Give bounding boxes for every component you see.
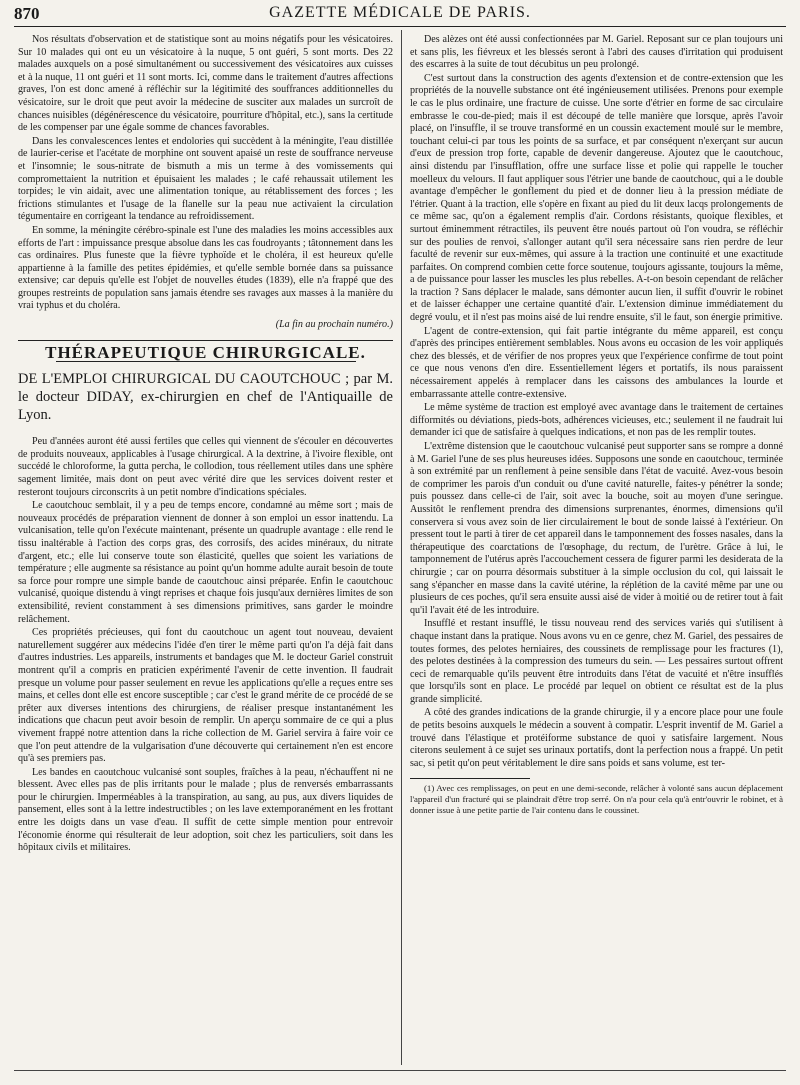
paragraph: En somme, la méningite cérébro-spinale est l'une des maladies les moins accessibles aux efforts de l'art : impuissance presque absolue dans les cas foudroyants ; tâtonnement dans les cas ordinaires. Plus funeste que la fièvre typhoïde et le choléra, il est heureux qu'elle appartienne à la famille des petites épidémies, et qu'elle semble bornée dans sa puissance extensive; car depuis qu'elle est l'objet de nouvelles études (1839), elle n'a frappé que des groupes restreints de population sans jamais étendre ses ravages aux masses à la manière du vrai typhus et du choléra. [18,224,393,312]
paragraph: Peu d'années auront été aussi fertiles que celles qui viennent de s'écouler en découvertes de produits nouveaux, applicables à l'usage chirurgical. A la dextrine, à l'ivoire flexible, ont succédé le chloroforme, la gutta percha, le collodion, tous réellement utiles dans une sphère sagement limitée, mais dont on peut avec vérité dire que les services doivent rester et resteront toujours circonscrits à un petit nombre d'indications spéciales. [18,436,393,498]
bottom-rule [14,1070,786,1071]
paragraph: Le même système de traction est employé avec avantage dans le traitement de certaines difformités ou déviations, pieds-bots, adhérences vicieuses, etc.; seulement il ne faudrait lui demander ici que de satisfaire à quelques indications, et non pas de les remplir toutes. [410,402,783,439]
paragraph: C'est surtout dans la construction des agents d'extension et de contre-extension que les propriétés de la nouvelle substance ont été ingénieusement utilisées. Prenons pour exemple le cas le plus ordinaire, une fracture de cuisse. Une sorte d'étrier en forme de sac circulaire embrasse le cou-de-pied; mais il est découpé de telle manière que lorsque, après l'avoir placé, on l'insuffle, il se trouve transformé en un coussin exactement moulé sur le membre, touchant celui-ci par tous les points de sa surface, et par conséquent n'exerçant sur aucun d'eux de pression trop forte, capable de devenir dangereuse. Ajoutez que le caoutchouc, ainsi distendu par l'insufflation, offre une surface lisse et polie qui rappelle le toucher moelleux du velours. Il faut appliquer sous l'étrier une bande de caoutchouc, qui a le double avantage d'empêcher le gonflement du pied et de donner lieu à la pression médiate de l'étrier. Quant à la traction, elle s'opère en fixant au pied du lit deux lacqs prolongements de ce même sac, qu'on a également remplis d'air. Cordons résistants, quoique flexibles, et surtout éminemment rétractiles, ils peuvent être noués partout où l'on voudra, se réfléchir sur des poulies de renvoi, s'allonger autant qu'il sera nécessaire sans rien perdre de leur faculté de revenir sur eux-mêmes, qui assure à la traction une continuité et une exactitude parfaites. On comprend combien cette force soutenue, toujours agissante, toujours la même, a de puissance pour lasser les muscles les plus rebelles. A-t-on besoin cependant de relâcher la traction ? Sans déplacer le malade, sans démonter aucun lien, il suffit d'ouvrir le robinet et de laisser échapper une certaine quantité d'air. L'extension diminue immédiatement du degré voulu, et il n'est pas moins aisé de lui rendre ensuite, s'il le faut, son énergie primitive. [410,72,783,324]
paragraph: Dans les convalescences lentes et endolories qui succèdent à la méningite, l'eau distillée de laurier-cerise et l'acétate de morphine ont souvent apaisé un reste de souffrance nerveuse et l'insomnie; le sous-nitrate de bismuth a mis un terme à des vomissements qui compromettaient la nutrition et épuisaient les malades ; le café rehaussait utilement les torpides; le vin aidait, avec une alimentation tonique, au rétablissement des forces ; les frictions stimulantes et l'usage de la flanelle sur la peau nue activaient la circulation tégumentaire en corrigeant la tendance au refroidissement. [18,135,393,223]
paragraph: Ces propriétés précieuses, qui font du caoutchouc un agent tout nouveau, devaient naturellement suggérer aux médecins l'idée d'en tirer le même parti qu'on l'a déjà fait dans d'autres industries. Les appareils, instruments et bandages que M. le docteur Gariel construit montrent qu'il a compris en praticien expérimenté l'avenir de cette invention. Il faudrait presque un volume pour passer seulement en revue les applications qu'elle a reçues entre ses mains, et celles dont elle est encore susceptible ; car c'est le grand mérite de ce procédé de se prêter aux diverses intentions des chirurgiens, de réaliser presque instantanément les indications que chacun peut avoir besoin de remplir. Un aperçu sommaire de ce qui a plus vivement frappé notre attention dans la riche collection de M. Gariel servira à faire voir ce que l'on peut attendre de la vulgarisation d'une découverte qui certainement n'en est encore qu'à ses premiers pas. [18,627,393,765]
footnote: (1) Avec ces remplissages, on peut en une demi-seconde, relâcher à volonté sans aucun déplacement l'appareil d'un fracturé qui se plaindrait d'être trop serré. On n'a pour cela qu'à entr'ouvrir le robinet, et à donner issue à une petite partie de l'air contenu dans le coussinet. [410,783,783,816]
continuation-note: (La fin au prochain numéro.) [275,319,393,331]
paragraph: Le caoutchouc semblait, il y a peu de temps encore, condamné au même sort ; mais de nouveaux procédés de préparation viennent de donner à son emploi un essor inattendu. La vulcanisation, telle qu'on l'exécute maintenant, présente un quadruple avantage : elle rend le tissu inaltérable à l'action des corps gras, des corrosifs, des acides minéraux, du nitrate d'argent, etc.; elle lui conserve toute son élasticité, quelles que soient les variations de température ; elle augmente sa résistance au point qu'un homme adulte aurait besoin de toute sa force pour rompre une simple bande de caoutchouc ainsi préparée. Enfin le caoutchouc vulcanisé, quoique distendu à vingt reprises et chaque fois jusqu'aux dernières limites de son extensibilité, revient constamment à ses dimensions primitives, sans garder le moindre relâchement. [18,500,393,625]
right-column [410,34,783,1064]
section-title: THÉRAPEUTIQUE CHIRURGICALE. [45,342,366,362]
paragraph: L'extrême distension que le caoutchouc vulcanisé peut supporter sans se rompre a donné à M. Gariel l'une de ses plus heureuses idées. Supposons une sonde en caoutchouc, terminée à son extrémité par un renflement à peine sensible dans l'état de vacuité. Avez-vous besoin de comprimer les parois d'un conduit ou d'une cavité naturelle, faites-y pénétrer la sonde; puis poussez dans celle-ci de l'air, soit avec la bouche, soit au moyen d'une seringue. Aussitôt le renflement prendra des dimensions surprenantes, énormes, dimensions qu'il conservera si vous avez soin de lier circulairement le bout de sonde laissé à l'extérieur. On pressent tout le parti à tirer de cet appareil dans le tamponnement des fosses nasales, dans la thérapeutique des coarctations de l'œsophage, du rectum, de l'urètre. Grâce à lui, le tamponnement de l'utérus après l'accouchement cessera de figurer parmi les desiderata de la chirurgie ; car on pourra désormais substituer à la simple occlusion du col, qui laissait le sang s'épancher en masse dans la cavité utérine, la réplétion de la cavité même par une ou plusieurs de ces poches, qu'il sera ensuite aussi aisé de vider à moitié ou de retirer tout à fait qu'il l'avait été de les introduire. [410,441,783,616]
column-divider [401,30,402,1065]
article-title: DE L'EMPLOI CHIRURGICAL DU CAOUTCHOUC ; par M. le docteur DIDAY, ex-chirurgien en chef de l'Antiquaille de Lyon. [18,371,393,424]
paragraph: L'agent de contre-extension, qui fait partie intégrante du même appareil, est conçu d'après des principes entièrement semblables. Nous avons eu occasion de les voir appliqués chez des blessés, et de vérifier de nos propres yeux que l'expérience confirme de tout point ce que nous venons d'en dire. Essentiellement légers et portatifs, ils nous paraissent nécessairement appelés à remplacer dans les caissons des ambulances la lourde et embarrassante attelle contre-extensive. [410,325,783,400]
paragraph: A côté des grandes indications de la grande chirurgie, il y a encore place pour une foule de petits besoins auxquels le médecin a souvent à compatir. L'esprit inventif de M. Gariel a trouvé dans l'élastique et protéiforme substance de quoi y satisfaire largement. Nous citerons seulement à ce sujet ses urinaux portatifs, dont la perfection nous a frappé. Un petit sac, si petit qu'on peut véritablement le dire sans poids et sans volume, est ter- [410,707,783,769]
section-divider [18,340,393,341]
paragraph: Les bandes en caoutchouc vulcanisé sont souples, fraîches à la peau, n'échauffent ni ne blessent. Avec elles pas de plis irritants pour le malade ; plus de renversés embarrassants pour le chirurgien. Imperméables à la transpiration, au sang, au pus, aux divers liquides de pansement, elles sont à la lettre indestructibles ; on les lave extemporanément en les frottant entre les doigts dans un vase d'eau. Il suffit de cette simple mention pour entrevoir l'économie énorme qui résulterait de leur adoption, soit chez les particuliers, soit dans les hôpitaux civils et militaires. [18,766,393,854]
page-header [14,4,786,27]
left-column [18,34,393,1064]
footnote-divider [410,778,530,779]
paragraph: Des alèzes ont été aussi confectionnées par M. Gariel. Reposant sur ce plan toujours uni et sans plis, les fiévreux et les blessés seront à l'abri des causes d'irritation qui produisent des escarres à la suite de tout décubitus un peu prolongé. [410,34,783,71]
paragraph: Insufflé et restant insufflé, le tissu nouveau rend des services variés qui s'utilisent à chaque instant dans la pratique. Nous avons vu en ce genre, chez M. Gariel, des pessaires de toutes formes, des pelotes herniaires, des coussinets de remplissage pour les fractures (1), des pelotes destinées à la compression des tumeurs du sein. — Les pessaires surtout offrent ceci de remarquable qu'ils peuvent être introduits dans l'état de vacuité et n'être insufflés que lorsqu'ils sont en place. Le procédé par lequel on obtient ce résultat est de la plus grande simplicité. [410,618,783,705]
journal-title: GAZETTE MÉDICALE DE PARIS. [269,4,531,21]
page-number: 870 [14,4,40,23]
paragraph: Nos résultats d'observation et de statistique sont au moins négatifs pour les vésicatoires. Sur 10 malades qui ont eu un vésicatoire à la nuque, 5 ont guéri, 5 sont morts. Des 22 malades auxquels on a posé simultanément ou successivement des vésicatoires aux cuisses et à la nuque, 11 ont guéri et 11 sont morts. Ici, comme dans le traitement d'autres affections graves, l'on est donc amené à réfléchir sur la légitimité des souffrances additionnelles du vésicatoire, sur le droit que peut avoir la médecine de susciter aux malades un surcroît de chances nuisibles (dégénérescence du vésicatoire, pourriture d'hôpital, etc.), sans la certitude de les compenser par une égale somme de chances favorables. [18,34,393,134]
